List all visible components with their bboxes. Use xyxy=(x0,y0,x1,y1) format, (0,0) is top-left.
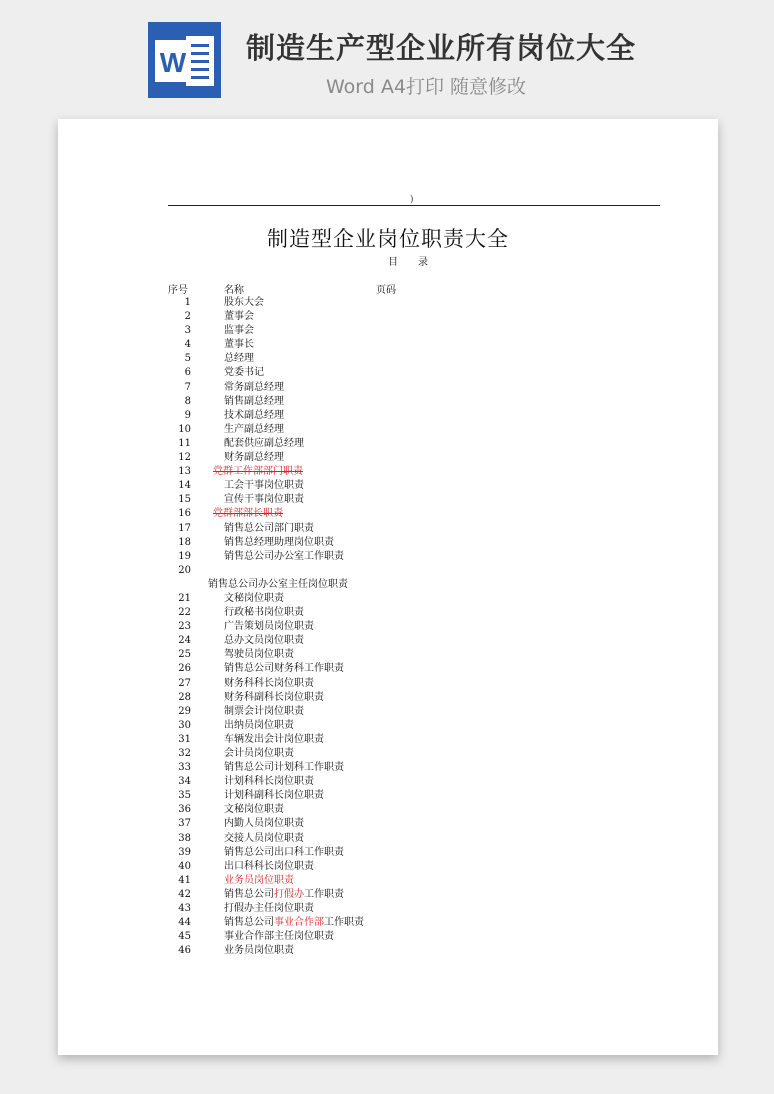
toc-row-name: 财务科科长岗位职责 xyxy=(224,677,314,689)
toc-row xyxy=(58,381,718,395)
toc-row-number: 19 xyxy=(178,550,191,562)
toc-row xyxy=(58,296,718,310)
toc-row xyxy=(58,409,718,423)
toc-row xyxy=(58,522,718,536)
toc-row-number: 1 xyxy=(184,297,191,308)
toc-row xyxy=(58,592,718,606)
toc-row-number: 6 xyxy=(184,367,191,379)
column-header-name: 名称 xyxy=(224,285,244,296)
toc-row xyxy=(58,691,718,705)
page-subtitle: Word A4打印 随意修改 xyxy=(326,76,527,98)
toc-row-name: 文秘岗位职责 xyxy=(224,592,284,604)
toc-row-name xyxy=(224,916,364,930)
toc-row-name: 车辆发出会计岗位职责 xyxy=(224,733,324,745)
toc-row xyxy=(58,578,718,592)
toc-row-number: 46 xyxy=(178,945,191,957)
toc-row-name: 财务科副科长岗位职责 xyxy=(224,691,324,703)
toc-row-name: 销售总经理助理岗位职责 xyxy=(224,536,334,548)
toc-row-name: 常务副总经理 xyxy=(224,381,284,393)
toc-row xyxy=(58,817,718,831)
toc-row-name: 董事会 xyxy=(224,311,254,323)
page-title: 制造生产型企业所有岗位大全 xyxy=(246,31,637,65)
toc-row-number: 33 xyxy=(178,762,191,774)
toc-row-name-part: 事业合作部 xyxy=(274,917,324,929)
toc-row-number: 21 xyxy=(178,592,191,604)
toc-row-name: 出纳员岗位职责 xyxy=(224,719,294,731)
toc-row-name: 配套供应副总经理 xyxy=(224,437,304,449)
toc-row-number: 39 xyxy=(178,846,191,858)
toc-row-number: 18 xyxy=(178,536,191,548)
toc-row xyxy=(58,338,718,352)
toc-row-number: 17 xyxy=(178,522,191,534)
toc-row-number: 45 xyxy=(178,931,191,943)
toc-row-name: 制票会计岗位职责 xyxy=(224,705,304,717)
toc-row xyxy=(58,888,718,902)
toc-row xyxy=(58,648,718,662)
toc-row-number: 13 xyxy=(178,466,191,478)
toc-row xyxy=(58,507,718,521)
toc-row-name: 事业合作部主任岗位职责 xyxy=(224,931,334,943)
toc-row-name: 党群部部长职责 xyxy=(213,508,283,520)
toc-row-name: 交接人员岗位职责 xyxy=(224,832,304,844)
toc-row-number: 24 xyxy=(178,635,191,647)
toc-row-name: 行政秘书岗位职责 xyxy=(224,607,304,619)
toc-row-number: 41 xyxy=(178,874,191,886)
toc-row xyxy=(58,902,718,916)
toc-row xyxy=(58,662,718,676)
toc-row-number: 31 xyxy=(178,733,191,745)
toc-row xyxy=(58,944,718,958)
toc-label: 目录 xyxy=(388,257,448,268)
toc-row-number: 15 xyxy=(178,494,191,506)
toc-row xyxy=(58,550,718,564)
toc-row xyxy=(58,451,718,465)
toc-row-number: 36 xyxy=(178,804,191,816)
toc-row xyxy=(58,775,718,789)
toc-row xyxy=(58,789,718,803)
toc-row-number: 16 xyxy=(178,508,191,520)
toc-row-number: 8 xyxy=(184,395,191,407)
toc-row-number: 38 xyxy=(178,832,191,844)
toc-row-number: 20 xyxy=(178,564,191,576)
toc-row-name-part: 销售总公司 xyxy=(224,917,274,929)
document-page xyxy=(58,119,718,1055)
toc-row-number: 12 xyxy=(178,452,191,464)
toc-row-name: 总经理 xyxy=(224,353,254,365)
toc-row-name-part: 销售总公司 xyxy=(224,888,274,900)
toc-row xyxy=(58,423,718,437)
toc-row xyxy=(58,310,718,324)
toc-row-name-part: 工作职责 xyxy=(304,888,344,900)
toc-row xyxy=(58,705,718,719)
toc-row-name-part: 打假办 xyxy=(274,888,304,900)
toc-row-number: 4 xyxy=(184,339,191,351)
toc-row xyxy=(58,564,718,578)
toc-row xyxy=(58,874,718,888)
toc-row-number: 23 xyxy=(178,621,191,633)
toc-row-name: 总办文员岗位职责 xyxy=(224,635,304,647)
toc-row-number: 11 xyxy=(178,437,191,449)
toc-row-number: 44 xyxy=(178,917,191,929)
toc-row-name: 销售总公司计划科工作职责 xyxy=(224,762,344,774)
toc-row-name: 工会干事岗位职责 xyxy=(224,480,304,492)
document-header-mark: ) xyxy=(410,195,414,205)
toc-row-name: 技术副总经理 xyxy=(224,409,284,421)
toc-row-number: 40 xyxy=(178,860,191,872)
toc-row-number: 2 xyxy=(184,311,191,323)
toc-row-number: 42 xyxy=(178,888,191,900)
toc-row-name: 销售总公司办公室主任岗位职责 xyxy=(208,578,348,590)
toc-row xyxy=(58,366,718,380)
toc-row xyxy=(58,747,718,761)
toc-row xyxy=(58,719,718,733)
toc-row-number: 25 xyxy=(178,649,191,661)
toc-row-name: 会计员岗位职责 xyxy=(224,748,294,759)
toc-row-number: 34 xyxy=(178,776,191,788)
toc-row-name: 销售副总经理 xyxy=(224,395,284,407)
toc-row-number: 5 xyxy=(184,353,191,365)
header-rule xyxy=(168,205,660,206)
toc-row-name: 宣传干事岗位职责 xyxy=(224,494,304,506)
toc-row-name: 党群工作部部门职责 xyxy=(213,466,303,478)
toc-row xyxy=(58,606,718,620)
toc-row-name: 股东大会 xyxy=(224,297,264,308)
toc-row-number: 26 xyxy=(178,663,191,675)
toc-row-name: 财务副总经理 xyxy=(224,452,284,464)
toc-row xyxy=(58,761,718,775)
toc-row xyxy=(58,479,718,493)
toc-row-name-part: 工作职责 xyxy=(324,917,364,929)
toc-row xyxy=(58,634,718,648)
document-title: 制造型企业岗位职责大全 xyxy=(267,227,509,251)
toc-row-name: 监事会 xyxy=(224,325,254,337)
toc-row-name: 生产副总经理 xyxy=(224,423,284,435)
toc-row-number: 29 xyxy=(178,705,191,717)
toc-row xyxy=(58,846,718,860)
toc-row-name: 董事长 xyxy=(224,339,254,351)
toc-row xyxy=(58,803,718,817)
toc-row xyxy=(58,930,718,944)
toc-row xyxy=(58,916,718,930)
toc-row xyxy=(58,536,718,550)
svg-text:W: W xyxy=(159,47,187,78)
toc-row-name: 销售总公司办公室工作职责 xyxy=(224,550,344,562)
toc-row xyxy=(58,324,718,338)
toc-row xyxy=(58,733,718,747)
toc-row-number: 9 xyxy=(184,409,191,421)
toc-row-number: 30 xyxy=(178,719,191,731)
toc-row-number: 10 xyxy=(178,423,191,435)
toc-row xyxy=(58,465,718,479)
toc-row-name: 驾驶员岗位职责 xyxy=(224,649,294,661)
toc-row xyxy=(58,395,718,409)
toc-row-number: 22 xyxy=(178,607,191,619)
toc-row xyxy=(58,860,718,874)
toc-row-number: 14 xyxy=(178,480,191,492)
toc-row-name: 业务员岗位职责 xyxy=(224,945,294,957)
toc-row-name: 销售总公司出口科工作职责 xyxy=(224,846,344,858)
word-document-icon xyxy=(148,22,221,98)
toc-row xyxy=(58,620,718,634)
toc-row-number: 3 xyxy=(184,325,191,337)
toc-row-number: 43 xyxy=(178,903,191,915)
toc-row xyxy=(58,832,718,846)
column-header-page: 页码 xyxy=(376,285,396,296)
toc-row-name: 内勤人员岗位职责 xyxy=(224,818,304,830)
toc-row-name: 打假办主任岗位职责 xyxy=(224,903,314,915)
toc-row-number: 32 xyxy=(178,748,191,759)
toc-row-number: 37 xyxy=(178,818,191,830)
toc-row-name: 文秘岗位职责 xyxy=(224,804,284,816)
toc-row-name: 业务员岗位职责 xyxy=(224,874,294,886)
toc-row-name: 出口科科长岗位职责 xyxy=(224,860,314,872)
toc-row xyxy=(58,352,718,366)
toc-row-number: 35 xyxy=(178,790,191,802)
toc-list xyxy=(58,296,718,958)
toc-row-name: 计划科科长岗位职责 xyxy=(224,776,314,788)
toc-row xyxy=(58,437,718,451)
column-header-num: 序号 xyxy=(168,285,188,296)
toc-row-name: 党委书记 xyxy=(224,367,264,379)
toc-row-name: 计划科副科长岗位职责 xyxy=(224,790,324,802)
toc-row-number: 27 xyxy=(178,677,191,689)
toc-row xyxy=(58,677,718,691)
preview-header xyxy=(0,0,774,118)
toc-row-name: 广告策划员岗位职责 xyxy=(224,621,314,633)
toc-row-number: 7 xyxy=(184,381,191,393)
toc-row-number: 28 xyxy=(178,691,191,703)
toc-row-name xyxy=(224,888,344,902)
toc-row-name: 销售总公司部门职责 xyxy=(224,522,314,534)
toc-row xyxy=(58,493,718,507)
toc-row-name: 销售总公司财务科工作职责 xyxy=(224,663,344,675)
